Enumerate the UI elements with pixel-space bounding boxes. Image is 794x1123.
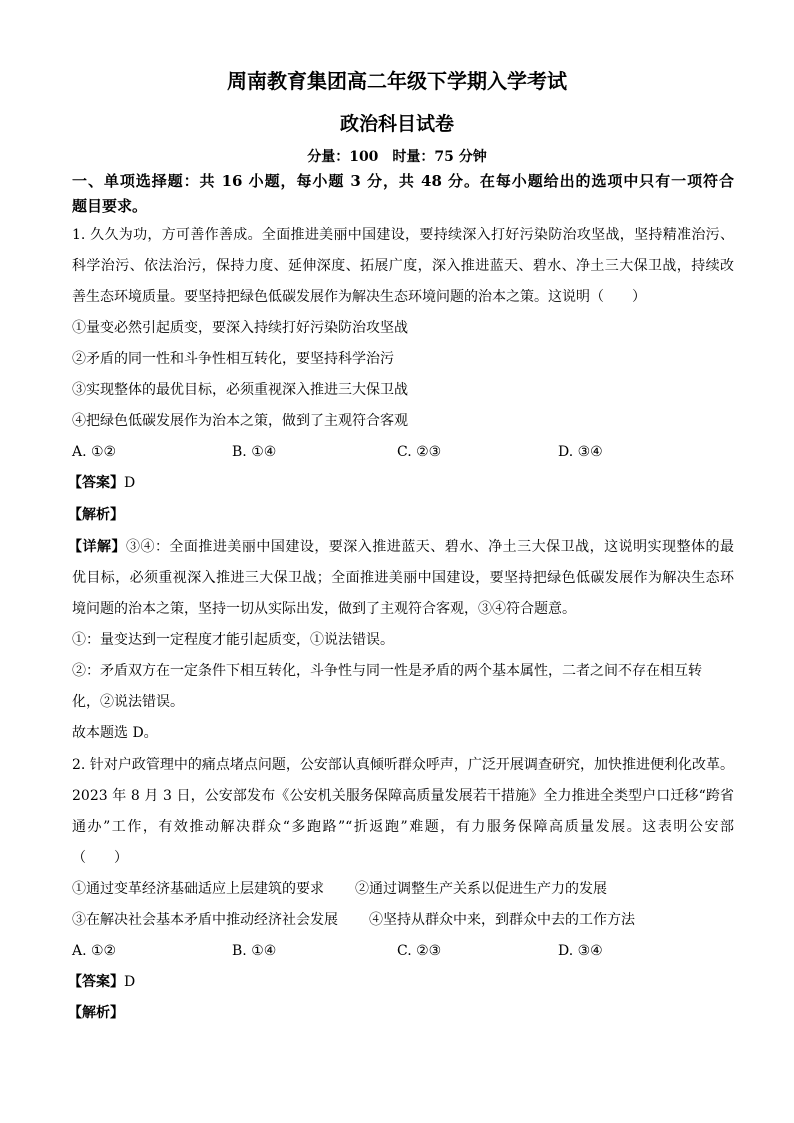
question-1-stem: 1. 久久为功，方可善作善成。全面推进美丽中国建设，要持续深入打好污染防治攻坚战，坚持精准治污、: [72, 227, 734, 243]
analysis-label: 【解析】: [68, 507, 124, 523]
option-b: B. ①④: [232, 943, 277, 959]
exam-title: 周南教育集团高二年级下学期入学考试: [227, 69, 567, 93]
answer-label: 【答案】: [68, 974, 124, 990]
statement: ③在解决社会基本矛盾中推动经济社会发展: [72, 912, 338, 928]
statement: ①量变必然引起质变，要深入持续打好污染防治攻坚战: [72, 320, 408, 336]
statement: ③实现整体的最优目标，必须重视深入推进三大保卫战: [72, 382, 408, 398]
statement: ②矛盾的同一性和斗争性相互转化，要坚持科学治污: [72, 351, 394, 367]
question-1-stem: 科学治污、依法治污，保持力度、延伸深度、拓展广度，深入推进蓝天、碧水、净土三大保卫战，持续改: [72, 258, 734, 274]
question-2-stem: 2023 年 8 月 3 日，公安部发布《公安机关服务保障高质量发展若干措施》全力推进全类型户口迁移“跨省: [72, 788, 734, 804]
detail-line: [68, 537, 734, 557]
option-a: A. ①②: [72, 943, 117, 959]
conclusion: 故本题选 D。: [72, 725, 158, 741]
detail-line: 化，②说法错误。: [72, 694, 184, 710]
exam-subtitle: 政治科目试卷: [339, 113, 454, 135]
detail-text: ③④：全面推进美丽中国建设，要深入推进蓝天、碧水、净土三大保卫战，这说明实现整体的最: [125, 539, 734, 555]
option-d: D. ③④: [558, 444, 603, 460]
question-2-stem: 通办”工作，有效推动解决群众“多跑路”“折返跑”难题，有力服务保障高质量发展。这表明公安部: [72, 819, 734, 835]
answer-value: D: [124, 475, 136, 491]
detail-line: ②：矛盾双方在一定条件下相互转化，斗争性与同一性是矛盾的两个基本属性，二者之间不存在相互转: [72, 663, 702, 679]
detail-line: 优目标，必须重视深入推进三大保卫战；全面推进美丽中国建设，要坚持把绿色低碳发展作为解决生态环: [72, 570, 734, 586]
question-1-stem: 善生态环境质量。要坚持把绿色低碳发展作为解决生态环境问题的治本之策。这说明（ ）: [72, 289, 646, 305]
question-2-stem: （ ）: [72, 850, 128, 866]
section-heading: 一、单项选择题：共 16 小题，每小题 3 分，共 48 分。在每小题给出的选项中只有一项符合: [72, 172, 734, 190]
exam-meta: 分量：100 时量：75 分钟: [307, 149, 487, 165]
detail-label: 【详解】: [68, 539, 126, 555]
statement: ④把绿色低碳发展作为治本之策，做到了主观符合客观: [72, 413, 408, 429]
answer: [68, 972, 730, 992]
section-heading-cont: 题目要求。: [72, 197, 148, 215]
question-2-stem: 2. 针对户政管理中的痛点堵点问题，公安部认真倾听群众呼声，广泛开展调查研究，加快推进便利化改革。: [72, 757, 734, 773]
statement: ④坚持从群众中来，到群众中去的工作方法: [369, 912, 635, 928]
analysis-label: 【解析】: [68, 1005, 124, 1021]
answer-value: D: [124, 974, 136, 990]
option-c: C. ②③: [397, 943, 442, 959]
option-a: A. ①②: [72, 444, 117, 460]
option-d: D. ③④: [558, 943, 603, 959]
detail-line: ①：量变达到一定程度才能引起质变，①说法错误。: [72, 632, 394, 648]
answer: [68, 473, 730, 493]
detail-line: 境问题的治本之策，坚持一切从实际出发，做到了主观符合客观，③④符合题意。: [72, 601, 576, 617]
statement: ①通过变革经济基础适应上层建筑的要求: [72, 881, 324, 897]
statement: ②通过调整生产关系以促进生产力的发展: [355, 881, 607, 897]
option-c: C. ②③: [397, 444, 442, 460]
answer-label: 【答案】: [68, 475, 124, 491]
option-b: B. ①④: [232, 444, 277, 460]
